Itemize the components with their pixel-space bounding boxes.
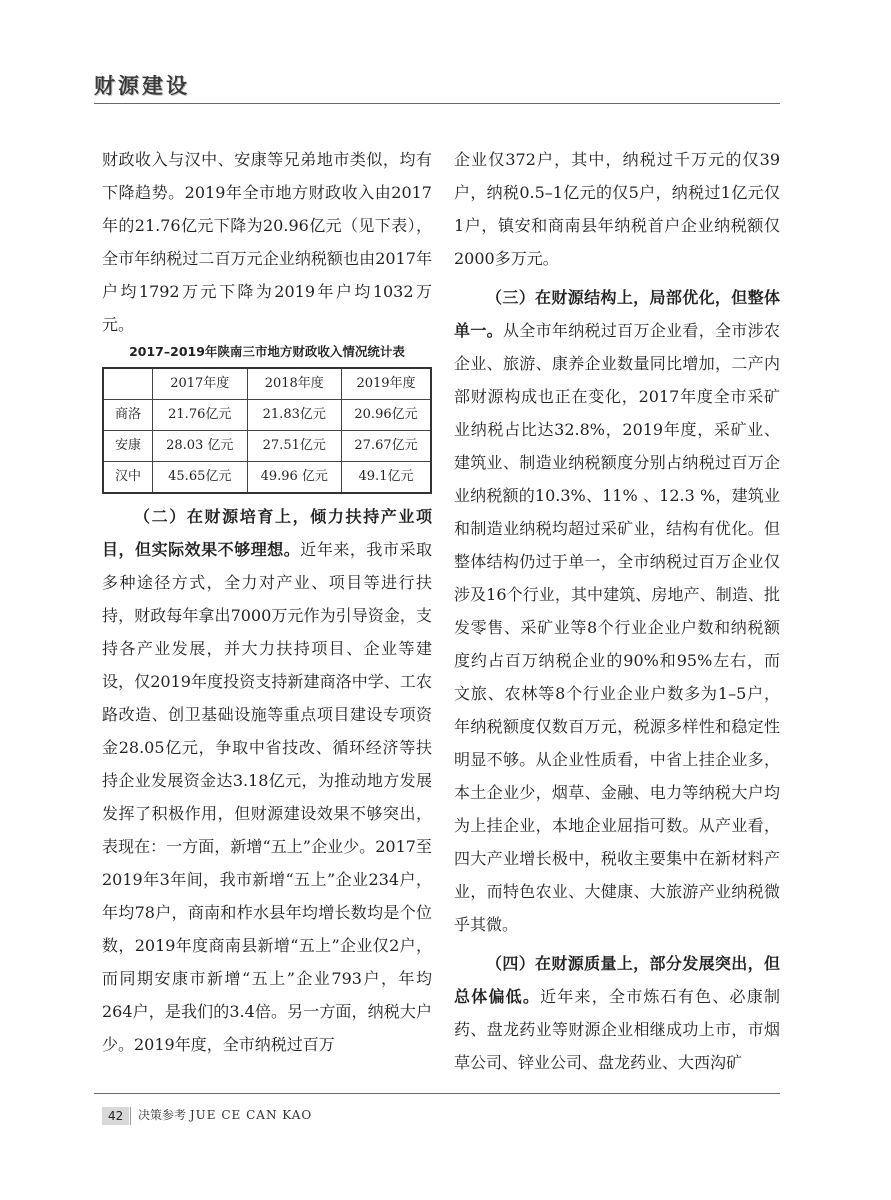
paragraph — [454, 281, 780, 941]
footer-separator — [130, 1107, 132, 1125]
right-column — [454, 143, 780, 1079]
table-cell: 21.83亿元 — [247, 400, 342, 431]
table-cell: 20.96亿元 — [342, 400, 432, 431]
paragraph-heading: （三）在财源结构上，局部优化，但整体单一。 — [454, 288, 780, 340]
page-number: 42 — [102, 1107, 129, 1125]
header-divider — [94, 103, 780, 104]
paragraph-heading: （二）在财源培育上，倾力扶持产业项目，但实际效果不够理想。 — [102, 507, 432, 559]
table-title: 2017–2019年陕南三市地方财政收入情况统计表 — [129, 344, 405, 359]
table-row — [103, 462, 431, 494]
footer-divider — [94, 1093, 780, 1094]
table-cell: 21.76亿元 — [153, 400, 248, 431]
journal-name — [138, 1107, 312, 1123]
table-cell: 27.67亿元 — [342, 431, 432, 462]
revenue-table — [102, 367, 432, 494]
paragraph — [454, 947, 780, 1079]
table-row — [103, 400, 431, 431]
table-header-row — [103, 368, 431, 400]
journal-name-en: JUE CE CAN KAO — [189, 1108, 313, 1122]
paragraph — [102, 500, 432, 1061]
paragraph-heading: （四）在财源质量上，部分发展突出，但总体偏低。 — [454, 954, 780, 1006]
section-title: 财源建设 — [94, 74, 190, 98]
paragraph: 企业仅372户，其中，纳税过千万元的仅39户，纳税0.5–1亿元的仅5户，纳税过1亿元仅1户，镇安和商南县年纳税首户企业纳税额仅2000多万元。 — [454, 150, 780, 268]
table-cell: 49.1亿元 — [342, 462, 432, 494]
paragraph-body: 近年来，全市炼石有色、必康制药、盘龙药业等财源企业相继成功上市，市烟草公司、锌业公司、盘龙药业、大西沟矿 — [454, 987, 780, 1072]
table-row-label: 汉中 — [103, 462, 153, 494]
table-row — [103, 431, 431, 462]
journal-name-cn: 决策参考 — [138, 1108, 187, 1122]
table-row-label: 安康 — [103, 431, 153, 462]
paragraph-body: 近年来，我市采取多种途径方式，全力对产业、项目等进行扶持，财政每年拿出7000万元作为引导资金，支持各产业发展，并大力扶持项目、企业等建设，仅2019年度投资支持新建商洛中学、工农路改造、创卫基础设施等重点项目建设专项资金28.05亿元，争取中省技改、循环经济等扶持企业发展资金达3.18亿元，为推动地方发展发挥了积极作用，但财源建设效果不够突出，表现在：一方面，新增“五上”企业少。2017至2019年3年间，我市新增“五上”企业234户，年均78户，商南和柞水县年均增长数均是个位数，2019年度商南县新增“五上”企业仅2户，而同期安康市新增“五上”企业793户，年均264户，是我们的3.4倍。另一方面，纳税大户少。2019年度，全市纳税过百万 — [102, 540, 432, 1054]
table-cell: 27.51亿元 — [247, 431, 342, 462]
table-header-cell: 2018年度 — [247, 368, 342, 400]
table-cell: 49.96 亿元 — [247, 462, 342, 494]
table-cell: 45.65亿元 — [153, 462, 248, 494]
paragraph: 财政收入与汉中、安康等兄弟地市类似，均有下降趋势。2019年全市地方财政收入由2017年的21.76亿元下降为20.96亿元（见下表），全市年纳税过二百万元企业纳税额也由2017年户均1792万元下降为2019年户均1032万元。 — [102, 150, 432, 334]
table-row-label: 商洛 — [103, 400, 153, 431]
table-header-cell: 2019年度 — [342, 368, 432, 400]
table-cell: 28.03 亿元 — [153, 431, 248, 462]
paragraph-body: 从全市年纳税过百万企业看，全市涉农企业、旅游、康养企业数量同比增加，二产内部财源构成也正在变化，2017年度全市采矿业纳税占比达32.8%，2019年度，采矿业、建筑业、制造业纳税额度分别占纳税过百万企业纳税额的10.3%、11% 、12.3 %，建筑业和制造业纳税均超过采矿业，结构有优化。但整体结构仍过于单一，全市纳税过百万企业仅涉及16个行业，其中建筑、房地产、制造、批发零售、采矿业等8个行业企业户数和纳税额度约占百万纳税企业的90%和95%左右，而文旅、农林等8个行业企业户数多为1–5户，年纳税额度仅数百万元，税源多样性和稳定性明显不够。从企业性质看，中省上挂企业多，本土企业少，烟草、金融、电力等纳税大户均为上挂企业，本地企业屈指可数。从产业看，四大产业增长极中，税收主要集中在新材料产业，而特色农业、大健康、大旅游产业纳税微乎其微。 — [454, 321, 780, 934]
table-header-cell — [103, 368, 153, 400]
left-column — [102, 143, 432, 1061]
table-header-cell: 2017年度 — [153, 368, 248, 400]
